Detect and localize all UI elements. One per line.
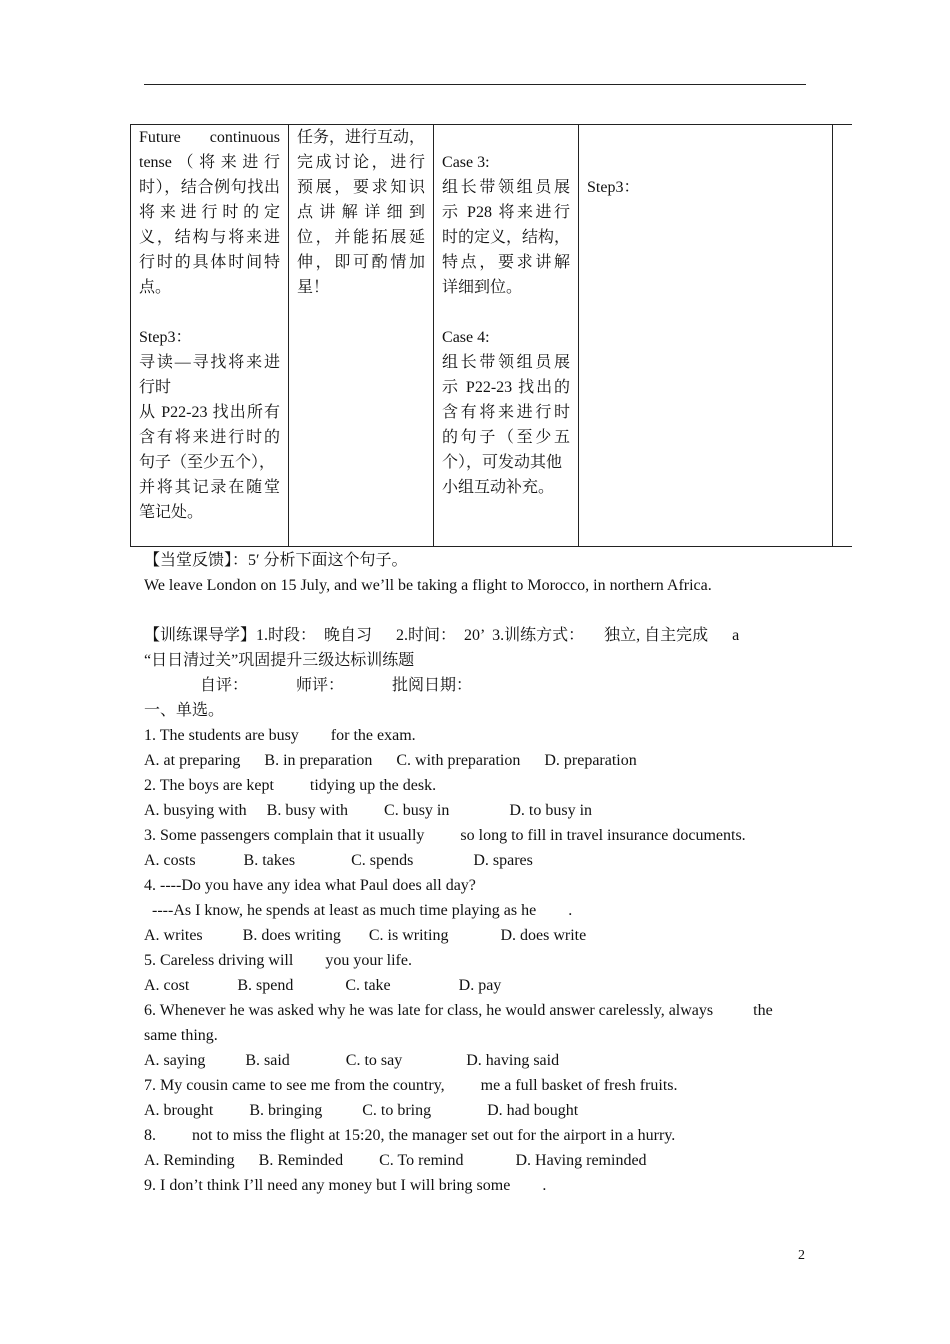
cell-text-line: 时），结合例句找出 xyxy=(139,179,280,196)
text-line: “日日清过关”巩固提升三级达标训练题 xyxy=(144,652,415,669)
cell-text-line: 特点，要求讲解 xyxy=(442,254,571,271)
cell-text-line: 预展，要求知识 xyxy=(297,179,426,196)
cell-text-line: 行时 xyxy=(139,379,172,396)
cell-text-line: 从 P22-23 找出所有 xyxy=(139,404,280,421)
table-row xyxy=(131,125,838,547)
text-line: A. busying with B. busy with C. busy in D. to busy in xyxy=(144,802,593,819)
text-line: 3. Some passengers complain that it usually so long to fill in travel insurance documents. xyxy=(144,827,746,844)
text-line: 【当堂反馈】：5′ 分析下面这个句子。 xyxy=(144,552,408,569)
cell-text-line: 示 P22-23 找出的 xyxy=(442,379,571,396)
text-line: A. brought B. bringing C. to bring D. had bought xyxy=(144,1102,579,1119)
cell-text-line: 完成讨论，进行 xyxy=(297,154,426,171)
cell-text-line: 小组互动补充。 xyxy=(442,479,555,496)
cell-text-line: 星！ xyxy=(297,279,330,296)
cell-text-line: 点讲解详细到 xyxy=(297,204,426,221)
text-line: 5. Careless driving will you your life. xyxy=(144,952,412,969)
text-line: 【训练课导学】1.时段： 晚自习 2.时间： 20’ 3.训练方式： 独立, 自主完成 a xyxy=(144,627,740,644)
cell-text-line: 的句子（至少五 xyxy=(442,429,571,446)
cell-text-line: 含有将来进行时 xyxy=(442,404,571,421)
text-line: 8. not to miss the flight at 15:20, the manager set out for the airport in a hurry. xyxy=(144,1127,676,1144)
cell-text-line: 时的定义，结构， xyxy=(442,229,571,246)
cell-text-line xyxy=(587,125,829,150)
cell-text-line: 寻读—寻找将来进 xyxy=(139,354,280,371)
text-line: 自评： 师评： 批阅日期： xyxy=(144,677,473,694)
cell-text-line: 伸，即可酌情加 xyxy=(297,254,426,271)
cell-text-line: 将来进行时的定 xyxy=(139,204,280,221)
page-number: 2 xyxy=(798,1248,805,1263)
cell-text-line: tense（将来进行 xyxy=(139,154,280,171)
text-line: 1. The students are busy for the exam. xyxy=(144,727,416,744)
cell-text-line: 组长带领组员展 xyxy=(442,354,571,371)
cell-text-line: Step3： xyxy=(587,179,640,196)
text-line: A. costs B. takes C. spends D. spares xyxy=(144,852,533,869)
text-line: We leave London on 15 July, and we’ll be taking a flight to Morocco, in northern Africa. xyxy=(144,577,712,594)
cell-text-line: Future continuous xyxy=(139,129,280,146)
text-line xyxy=(144,598,808,623)
lesson-table xyxy=(130,124,837,547)
table-cell-notes xyxy=(579,125,838,547)
table-cell-activity xyxy=(131,125,289,547)
text-line: 一、单选。 xyxy=(144,702,225,719)
text-line: 9. I don’t think I’ll need any money but I will bring some . xyxy=(144,1177,547,1194)
cell-text-line: 行时的具体时间特 xyxy=(139,254,280,271)
cell-text-line: Case 3: xyxy=(442,154,490,171)
text-line: ----As I know, he spends at least as much time playing as he . xyxy=(144,902,573,919)
text-line: A. cost B. spend C. take D. pay xyxy=(144,977,502,994)
cell-text-line: Step3： xyxy=(139,329,192,346)
text-line: A. saying B. said C. to say D. having said xyxy=(144,1052,560,1069)
text-line: A. Reminding B. Reminded C. To remind D. Having reminded xyxy=(144,1152,647,1169)
cell-text-line xyxy=(442,125,570,150)
text-line: 4. ----Do you have any idea what Paul does all day? xyxy=(144,877,476,894)
cell-text-line: 义，结构与将来进 xyxy=(139,229,280,246)
table-cell-cases xyxy=(434,125,579,547)
text-line: 6. Whenever he was asked why he was late for class, he would answer carelessly, always the xyxy=(144,1002,773,1019)
cell-text-line: 含有将来进行时的 xyxy=(139,429,280,446)
cell-text-line: 任务，进行互动， xyxy=(297,129,426,146)
cell-text-line: 笔记处。 xyxy=(139,504,204,521)
cell-text-line: 句子（至少五个）， xyxy=(139,454,276,471)
text-line: A. writes B. does writing C. is writing D. does write xyxy=(144,927,587,944)
cell-text-line xyxy=(139,300,280,325)
table-cell-guidance xyxy=(289,125,434,547)
cell-text-line: Case 4: xyxy=(442,329,490,346)
text-line: same thing. xyxy=(144,1027,218,1044)
exercise-body xyxy=(144,548,808,1198)
cell-text-line: 个），可发动其他 xyxy=(442,454,563,471)
text-line: 7. My cousin came to see me from the country, me a full basket of fresh fruits. xyxy=(144,1077,678,1094)
text-line: A. at preparing B. in preparation C. with preparation D. preparation xyxy=(144,752,637,769)
cell-text-line: 并将其记录在随堂 xyxy=(139,479,280,496)
cell-text-line: 详细到位。 xyxy=(442,279,523,296)
cell-text-line: 点。 xyxy=(139,279,172,296)
cell-text-line: 组长带领组员展 xyxy=(442,179,571,196)
cell-text-line: 位，并能拓展延 xyxy=(297,229,426,246)
table-extra-column xyxy=(832,124,852,547)
cell-text-line: 示 P28 将来进行 xyxy=(442,204,571,221)
header-rule xyxy=(144,84,806,85)
text-line: 2. The boys are kept tidying up the desk. xyxy=(144,777,437,794)
cell-text-line xyxy=(442,300,570,325)
cell-text-line xyxy=(587,150,829,175)
